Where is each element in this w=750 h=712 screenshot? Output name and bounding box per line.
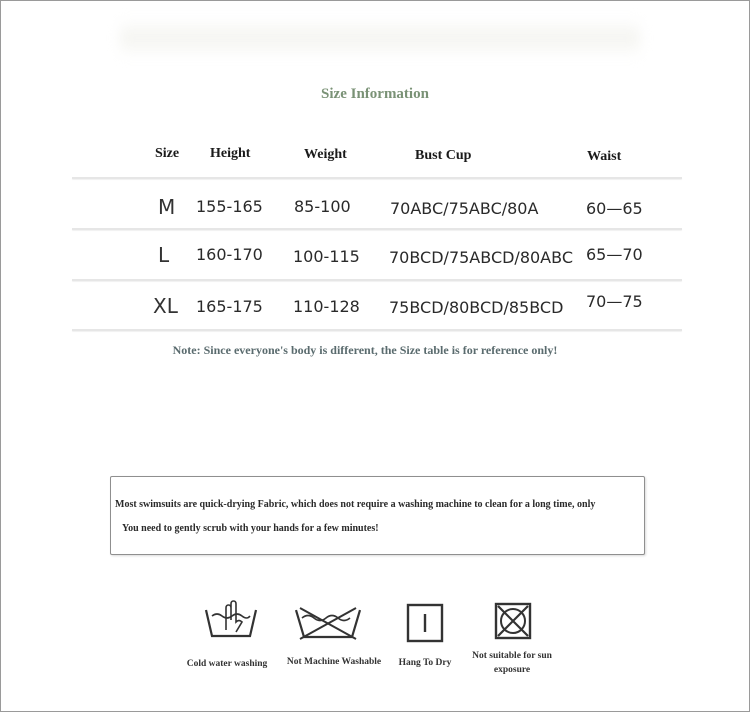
no-sun-label: Not suitable for sun exposure bbox=[472, 651, 552, 675]
row-bust-cup: 70BCD/75ABCD/80ABC bbox=[389, 248, 573, 267]
size-table bbox=[0, 0, 750, 340]
row-bust-cup: 75BCD/80BCD/85BCD bbox=[389, 298, 564, 317]
row-waist: 65—70 bbox=[586, 245, 643, 264]
table-divider bbox=[72, 279, 682, 281]
row-height: 155-165 bbox=[196, 197, 263, 216]
header-weight: Weight bbox=[304, 147, 347, 162]
hang-dry-icon bbox=[406, 603, 444, 643]
table-divider bbox=[72, 177, 682, 179]
no-machine-wash-label: Not Machine Washable bbox=[286, 657, 382, 667]
row-height: 165-175 bbox=[196, 297, 263, 316]
row-size: M bbox=[158, 195, 176, 219]
row-waist: 70—75 bbox=[586, 292, 643, 311]
row-waist: 60—65 bbox=[586, 199, 643, 218]
row-weight: 100-115 bbox=[293, 247, 360, 266]
washing-text-line-2: You need to gently scrub with your hands for a few minutes! bbox=[122, 523, 379, 534]
row-weight: 110-128 bbox=[293, 297, 360, 316]
header-waist: Waist bbox=[587, 149, 622, 164]
header-size: Size bbox=[155, 146, 180, 161]
hang-dry-label: Hang To Dry bbox=[398, 658, 452, 668]
row-weight: 85-100 bbox=[294, 197, 351, 216]
header-bust-cup: Bust Cup bbox=[415, 148, 472, 163]
table-divider bbox=[72, 329, 682, 331]
table-divider bbox=[72, 228, 682, 230]
page-title: Size Information bbox=[321, 86, 429, 102]
row-height: 160-170 bbox=[196, 245, 263, 264]
hand-wash-icon bbox=[204, 600, 258, 640]
washing-instructions-box bbox=[110, 476, 645, 555]
row-size: L bbox=[158, 243, 170, 267]
hand-wash-label: Cold water washing bbox=[186, 659, 268, 669]
row-size: XL bbox=[153, 294, 178, 318]
header-height: Height bbox=[210, 146, 251, 161]
no-sun-icon bbox=[494, 602, 532, 640]
no-machine-wash-icon bbox=[294, 604, 362, 640]
washing-text-line-1: Most swimsuits are quick-drying Fabric, which does not require a washing machine to clean for a long time, only bbox=[115, 499, 596, 510]
size-note: Note: Since everyone's body is different, the Size table is for reference only! bbox=[172, 343, 558, 357]
row-bust-cup: 70ABC/75ABC/80A bbox=[390, 199, 539, 218]
